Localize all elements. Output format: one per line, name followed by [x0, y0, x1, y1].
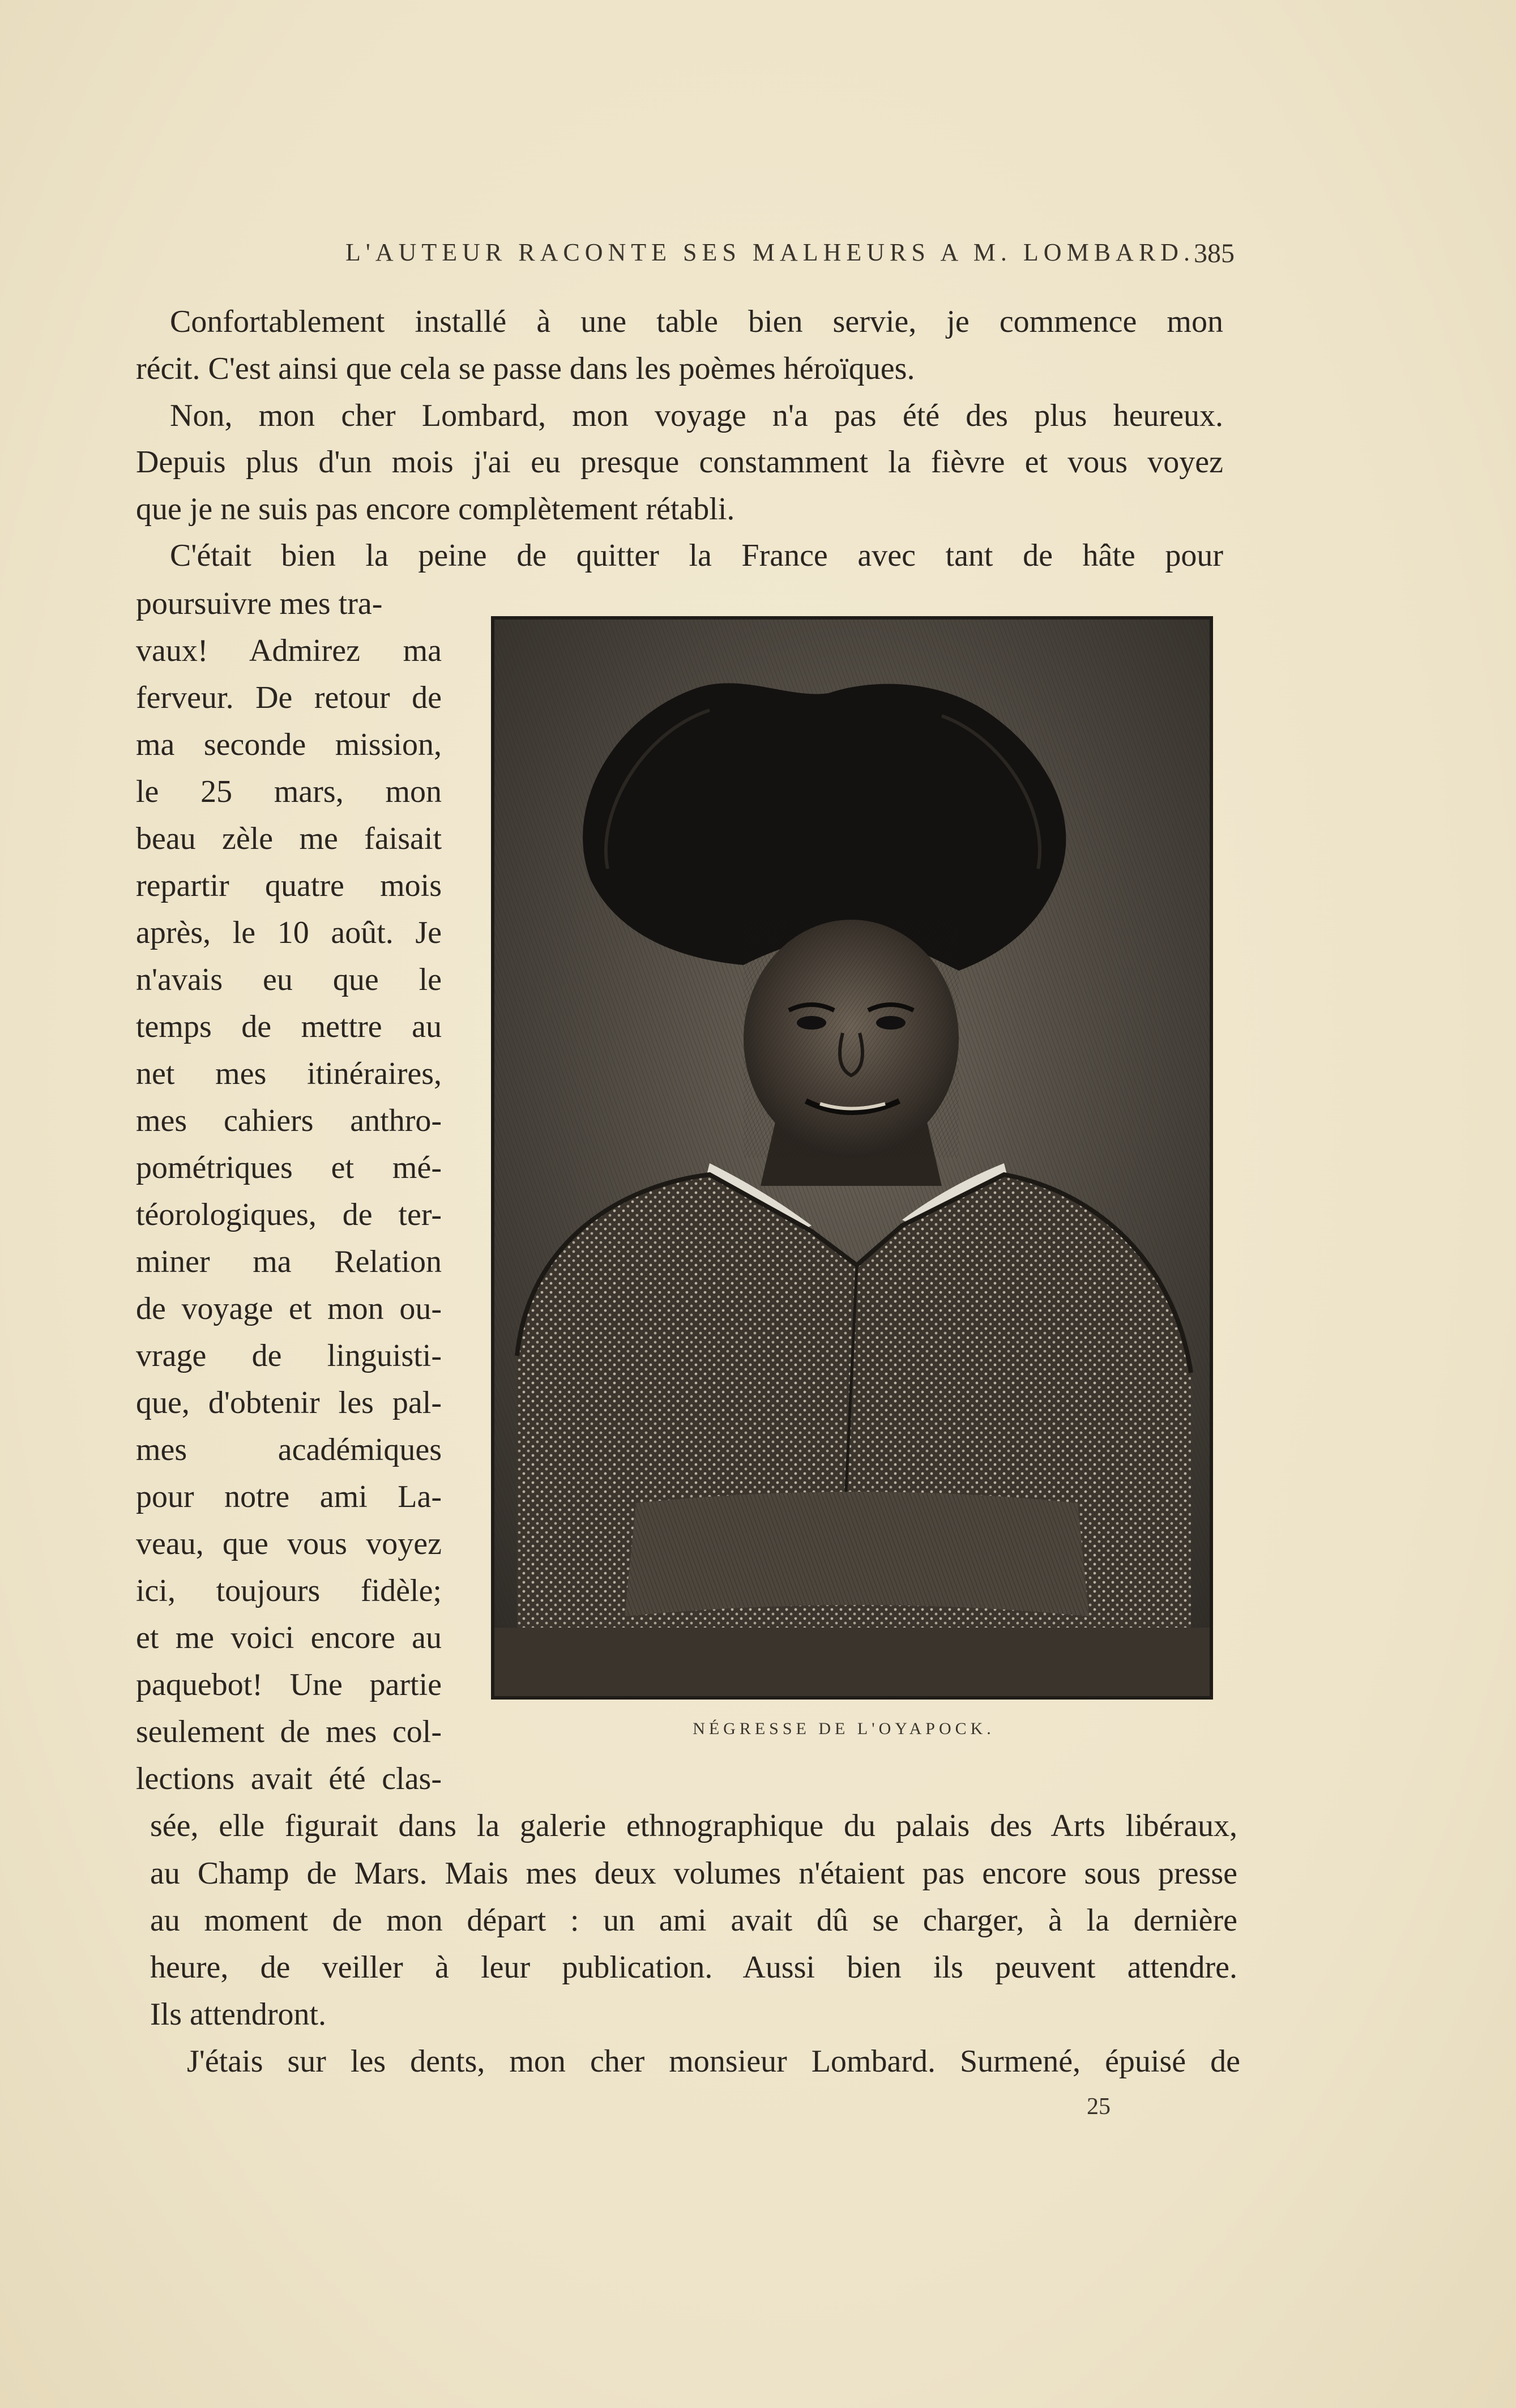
portrait-engraving: [494, 620, 1210, 1696]
column-line: poursuivre mes tra-: [136, 586, 383, 621]
column-line: beau zèle me faisait: [136, 821, 442, 856]
column-line: net mes itinéraires,: [136, 1056, 442, 1091]
text-line: Depuis plus d'un mois j'ai eu presque constamment la fièvre et vous voyez: [136, 445, 1223, 480]
column-line: paquebot! Une partie: [136, 1667, 442, 1702]
column-line: repartir quatre mois: [136, 868, 442, 903]
column-line: vaux! Admirez ma: [136, 633, 442, 668]
column-line: pour notre ami La-: [136, 1479, 442, 1514]
figure-caption: NÉGRESSE DE L'OYAPOCK.: [693, 1719, 995, 1738]
column-line: et me voici encore au: [136, 1620, 442, 1655]
text-line: Ils attendront.: [150, 1997, 327, 2032]
running-title: L'AUTEUR RACONTE SES MALHEURS A M. LOMBARD.: [345, 238, 1195, 266]
column-line: n'avais eu que le: [136, 962, 442, 997]
text-line: heure, de veiller à leur publication. Aussi bien ils peuvent attendre.: [150, 1950, 1237, 1985]
text-line: Confortablement installé à une table bien servie, je commence mon: [170, 304, 1223, 339]
column-line: miner ma Relation: [136, 1244, 442, 1279]
column-line: mes académiques: [136, 1432, 442, 1467]
text-line: sée, elle figurait dans la galerie ethnographique du palais des Arts libéraux,: [150, 1808, 1237, 1843]
page-number: 385: [1194, 238, 1235, 268]
column-line: que, d'obtenir les pal-: [136, 1385, 442, 1420]
column-line: ici, toujours fidèle;: [136, 1573, 442, 1608]
column-line: de voyage et mon ou-: [136, 1291, 442, 1326]
column-line: ma seconde mission,: [136, 727, 442, 762]
text-line: au moment de mon départ : un ami avait dû se charger, à la dernière: [150, 1903, 1237, 1938]
column-line: temps de mettre au: [136, 1009, 442, 1044]
column-line: mes cahiers anthro-: [136, 1103, 442, 1138]
text-line: que je ne suis pas encore complètement rétabli.: [136, 492, 735, 527]
column-line: pométriques et mé-: [136, 1150, 442, 1185]
engraving-figure: [491, 616, 1213, 1700]
column-line: veau, que vous voyez: [136, 1526, 442, 1561]
text-line: C'était bien la peine de quitter la France avec tant de hâte pour: [170, 538, 1223, 573]
column-line: lections avait été clas-: [136, 1761, 442, 1796]
column-line: vrage de linguisti-: [136, 1338, 442, 1373]
column-line: ferveur. De retour de: [136, 680, 442, 715]
text-line: récit. C'est ainsi que cela se passe dans les poèmes héroïques.: [136, 351, 915, 386]
column-line: le 25 mars, mon: [136, 774, 442, 809]
column-line: téorologiques, de ter-: [136, 1197, 442, 1232]
text-line: au Champ de Mars. Mais mes deux volumes n'étaient pas encore sous presse: [150, 1856, 1237, 1891]
signature-mark: 25: [1087, 2094, 1111, 2120]
column-line: après, le 10 août. Je: [136, 915, 442, 950]
column-line: seulement de mes col-: [136, 1714, 442, 1749]
text-line: Non, mon cher Lombard, mon voyage n'a pas été des plus heureux.: [170, 398, 1223, 433]
text-line: J'étais sur les dents, mon cher monsieur Lombard. Surmené, épuisé de: [187, 2044, 1240, 2079]
